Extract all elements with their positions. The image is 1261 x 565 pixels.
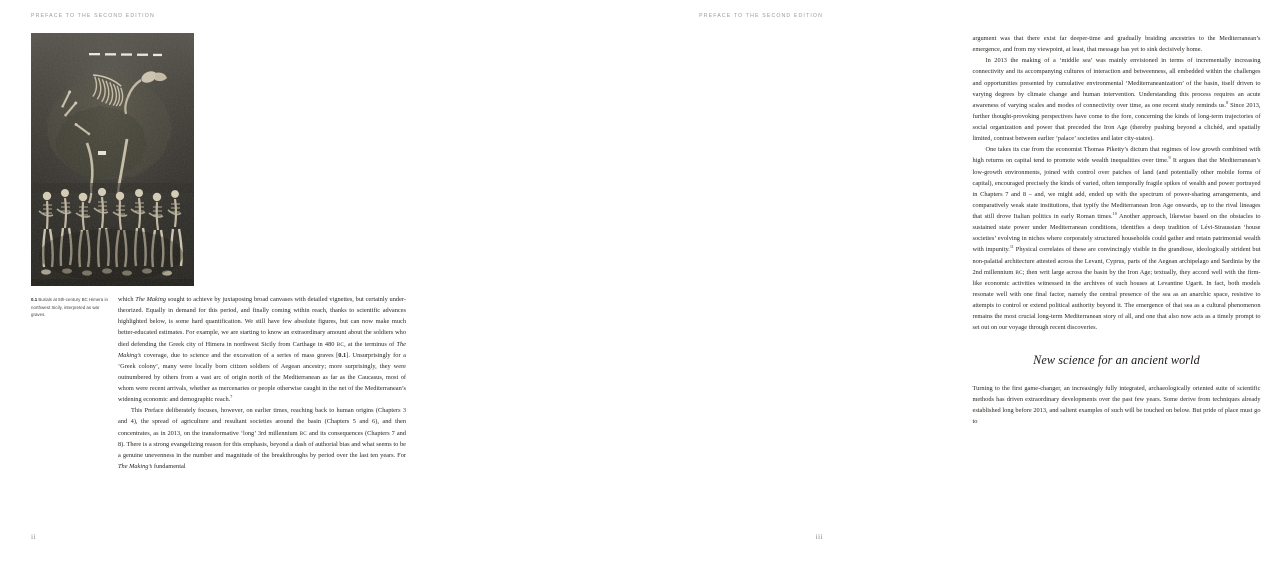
text-run: fundamental (152, 462, 186, 470)
figure-number: 0.1 (31, 297, 38, 302)
paragraph-argument: argument was that there exist far deeper-time and gradually braiding ancestries to the Mediterranean’s emergence, and from my viewpoint, at least, that message has yet to sink decisively home. (972, 35, 1261, 54)
text-run: Physical correlates of these are convincingly visible in the grandiose, ideologically strident but non-palatial architecture attested across the Levant, Cyprus, parts of the Aegean archipelago and Sardinia by the 2nd millennium (972, 246, 1261, 276)
text-run: which (118, 296, 136, 303)
left-text-column (118, 294, 406, 472)
text-run: In 2013 the making of a ‘middle sea’ was mainly envisioned in terms of incrementally increasing connectivity and its accompanying cultures of interaction and betweenness, all embedded within the challenges and opportunities presented by cumulative environmental ‘Mediterraneanization’ of the basin, itself driven to varying degrees by climate change and human intervention. Understanding this process requires an acute awareness of varying scales and modes of connectivity over time, as one recent study reminds us. (972, 57, 1261, 109)
paragraph-middle-sea (973, 55, 1261, 144)
figure-caption-text: Burials at 5th-century BC Himera in northwest Sicily, interpreted as war graves. (31, 297, 108, 318)
text-run: ]. Unsurprisingly for a ‘Greek colony’, many were locally born citizen soldiers of Aegean ancestry; more surprisingly, they were outnumbered by others from a vast arc of origin north of the Mediterranean as far as the Caucasus, most of whom were recent arrivals, whether as mercenaries or people otherwise caught in the net of the Mediterranean’s widening economic and demographic reach. (118, 351, 406, 404)
text-run: Since 2013, further thought-provoking perspectives have come to the fore, concerning the kinds of long-term trajectories of social organization and power that preceded the Iron Age (thereby pushing beyond a clichéd, and spatially limited, contrast between earlier ‘palace’ societies and later city-states). (972, 101, 1261, 143)
paragraph-new-science: Turning to the first game-changer, an increasingly fully integrated, archaeologically oriented suite of scientific methods has driven extraordinary developments over the past few years. Some derive from techniques already established long before 2013, and salient examples of such will be touched on below. But pride of place must go to (972, 384, 1261, 426)
text-run: coverage, due to science and the excavation of a series of mass graves [ (141, 351, 339, 359)
footnote-marker: 11 (1009, 244, 1014, 250)
himera-burials-photograph (31, 33, 194, 286)
figure-0-1 (31, 33, 194, 286)
folio-right: iii (815, 532, 823, 541)
text-run: This Preface deliberately focuses, however, on earlier times, reaching back to human origins (Chapters 3 and 4), the spread of agriculture and resultant societies around the basin (Chapters 5 and 6), and then concentrates, as in 2013, on the transformative ‘long’ 3rd millennium (118, 407, 406, 437)
small-caps-bc: BC (336, 341, 345, 348)
running-head-right: PREFACE TO THE SECOND EDITION (699, 13, 823, 19)
paragraph-piketty (973, 144, 1261, 333)
small-caps-bc: BC (1015, 269, 1023, 276)
footnote-marker: 7 (230, 394, 233, 400)
footnote-marker: 10 (1112, 210, 1117, 216)
text-run: and its consequences (Chapters 7 and 8). There is a strong evangelizing reason for this emphasis, beyond a dash of authorial bias and what seems to be a genuine unevenness in the number and magnitude of the breakthroughs by period over the last ten years. For (118, 429, 406, 459)
text-run: One takes its cue from the economist Thomas Piketty’s dictum that regimes of low growth combined with high returns on capital tend to promote wide wealth inequalities over time. (972, 146, 1261, 165)
footnote-marker: 8 (1226, 99, 1229, 105)
book-title-italic: The Making’s (118, 462, 153, 470)
section-heading: New science for an ancient world (1033, 353, 1200, 368)
right-page (428, 0, 1261, 565)
paragraph-continuation (118, 294, 406, 405)
running-head-left: PREFACE TO THE SECOND EDITION (31, 13, 155, 19)
text-run: sought to achieve by juxtaposing broad canvases with detailed vignettes, but certainly under-theorized. Equally in demand for this period, and finally coming within reach, thanks to scientific advances highlighted below, is some hard quantification. We still have few absolute figures, but can now make much better-educated estimates. For example, we are starting to know an extraordinary amount about the soldiers who died defending the Greek city of Himera in northwest Sicily from Carthage in 480 (118, 296, 406, 348)
book-title-italic: The Making (135, 296, 166, 303)
figure-cross-reference: 0.1 (338, 351, 347, 359)
folio-left: ii (31, 532, 36, 541)
figure-caption (31, 296, 109, 319)
paragraph-preface-focus (118, 405, 406, 472)
book-title-italic: The Making’s (118, 340, 406, 359)
right-text-column (973, 33, 1261, 427)
small-caps-bc: BC (299, 430, 307, 437)
footnote-marker: 9 (1168, 155, 1171, 161)
text-run: It argues that the Mediterranean’s low-growth environments, joined with control over patches of land (and potentially other mobile forms of capital), encouraged precisely the kinds of varied, often temporally fragile spikes of wealth and power portrayed in Chapters 7 and 8 – and, we might add, ended up with the spectrum of power-sharing arrangements, and comparatively weak state institutions, that typify the Mediterranean Iron Age onwards, up to the rival lineages that still drove Italian politics in early Roman times. (972, 157, 1261, 220)
left-page (0, 0, 428, 565)
text-run: Another approach, likewise based on the obstacles to sustained state power under Mediterranean conditions, identifies a deep tradition of Lévi-Straussian ‘house societies’ evolving in niches where corporately structured households could gather and retain patrimonial wealth with impunity. (972, 213, 1261, 254)
text-run: , at the terminus of (344, 340, 397, 348)
text-run: ; then writ large across the basin by the Iron Age; textually, they accord well with the firm-like economic activities witnessed in the archives of such houses at Levantine Ugarit. In fact, both models resonate well with one final factor, namely the central presence of the sea as an anarchic space, resistive to attempts to control or extend political authority beyond it. The emergence of that sea as a cultural phenomenon remains the most crucial long-term Mediterranean story of all, and one that also now acts as a timely prompt to set out on our voyage through recent discoveries. (972, 268, 1261, 332)
